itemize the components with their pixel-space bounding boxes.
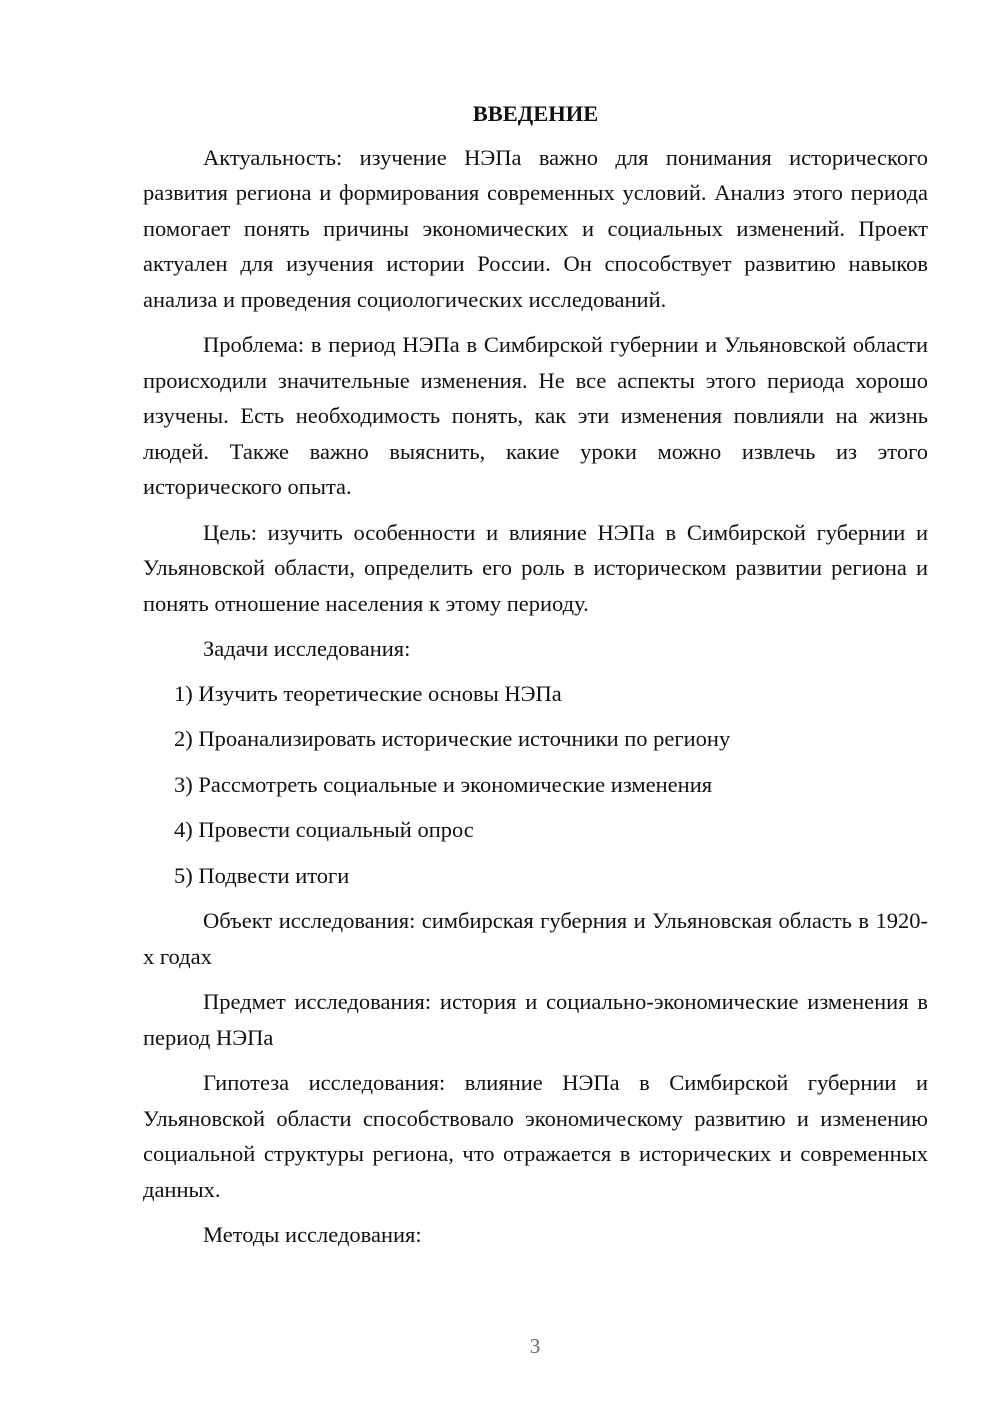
task-item-4: 4) Провести социальный опрос (174, 817, 474, 842)
methods-title: Методы исследования: (203, 1222, 422, 1247)
task-item-5: 5) Подвести итоги (174, 862, 350, 888)
subject-paragraph: Предмет исследования: история и социально-экономические изменения в период НЭПа (143, 989, 928, 1050)
page-content (143, 96, 928, 1262)
relevance-paragraph: Актуальность: изучение НЭПа важно для понимания исторического развития региона и формирования современных условий. Анализ этого периода помогает понять причины экономических и социальных изменений. Проект актуален для изучения истории России. Он способствует развитию навыков анализа и проведения социологических исследований. (143, 144, 928, 312)
task-item-1: 1) Изучить теоретические основы НЭПа (174, 680, 562, 706)
goal-paragraph: Цель: изучить особенности и влияние НЭПа в Симбирской губернии и Ульяновской области, определить его роль в историческом развитии региона и понять отношение населения к этому периоду. (143, 519, 928, 616)
hypothesis-paragraph: Гипотеза исследования: влияние НЭПа в Симбирской губернии и Ульяновской области способствовало экономическому развитию и изменению социальной структуры региона, что отражается в исторических и современных данных. (143, 1070, 928, 1202)
problem-paragraph: Проблема: в период НЭПа в Симбирской губернии и Ульяновской области происходили значительные изменения. Не все аспекты этого периода хорошо изучены. Есть необходимость понять, как эти изменения повлияли на жизнь людей. Также важно выяснить, какие уроки можно извлечь из этого исторического опыта. (143, 332, 928, 499)
tasks-title: Задачи исследования: (203, 636, 411, 661)
object-paragraph: Объект исследования: симбирская губерния и Ульяновская область в 1920-х годах (143, 908, 928, 969)
page-number: 3 (529, 1334, 541, 1358)
task-item-2: 2) Проанализировать исторические источники по региону (174, 726, 731, 751)
section-heading: ВВЕДЕНИЕ (472, 101, 599, 126)
task-item-3: 3) Рассмотреть социальные и экономические изменения (174, 771, 713, 797)
